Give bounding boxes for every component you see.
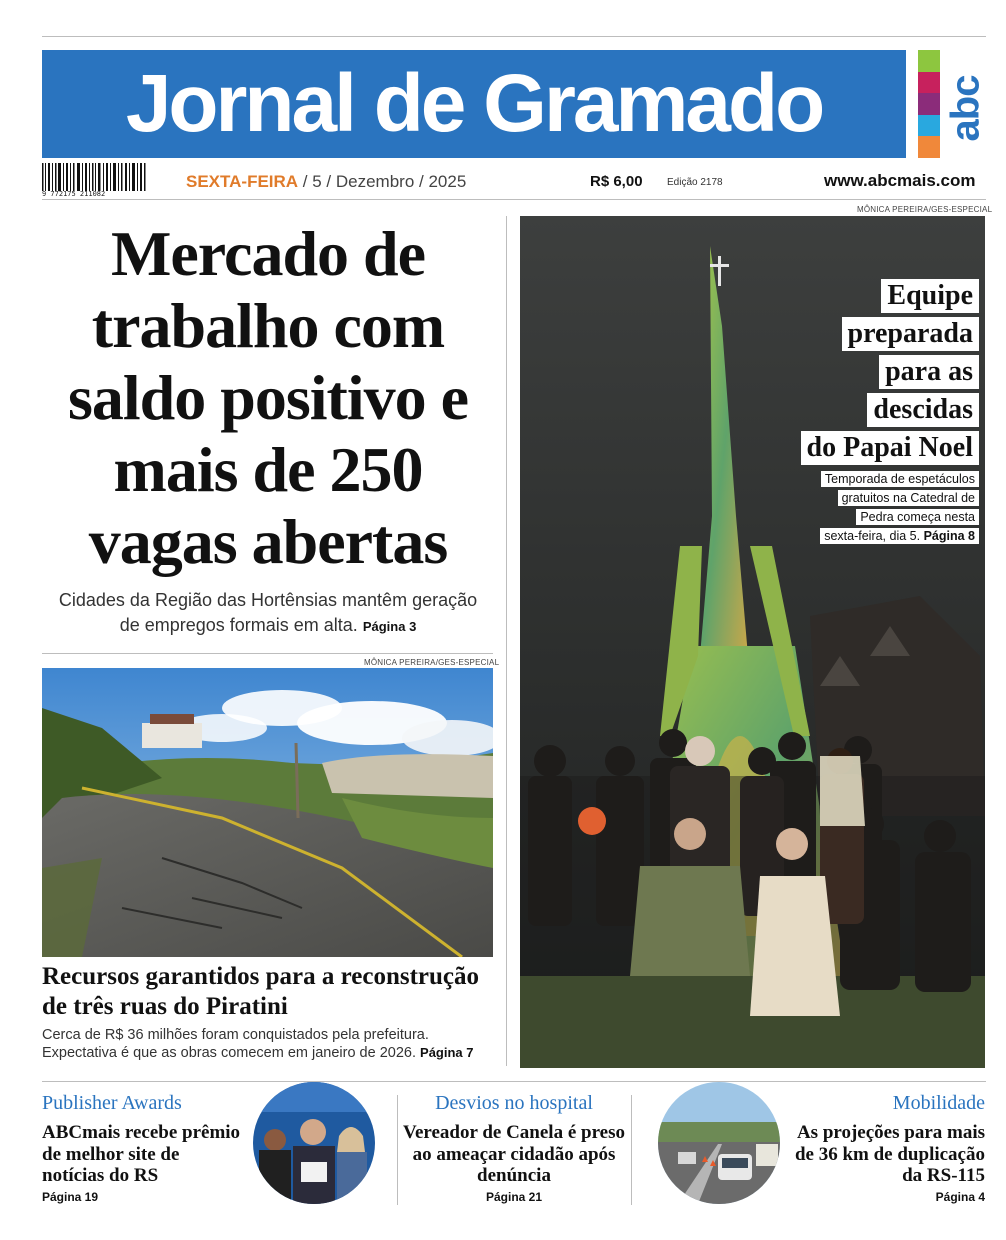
highway-photo[interactable] [658,1082,780,1204]
teaser-headline[interactable]: Vereador de Canela é preso ao ameaçar cidadão após denúncia [402,1122,625,1186]
teaser-label[interactable]: Desvios no hospital [435,1092,593,1114]
cathedral-photo-credit: MÔNICA PEREIRA/GES-ESPECIAL [857,205,993,214]
teaser-label[interactable]: Mobilidade [892,1092,985,1114]
cathedral-headline-line: preparada [842,317,980,351]
road-story-deck-text: Cerca de R$ 36 milhões foram conquistados pela prefeitura. Expectativa é que as obras comecem em janeiro de 2026. [42,1027,429,1061]
cathedral-deck-line: gratuitos na Catedral de [838,490,979,506]
dateline-date: / 5 / Dezembro / 2025 [298,172,467,191]
website-link[interactable]: www.abcmais.com [824,171,976,190]
barcode-digits: 9 772175 211082 [42,190,106,198]
cathedral-headline-line: descidas [867,393,979,427]
section-rule [42,653,493,654]
cathedral-deck-line: Temporada de espetáculos [821,471,979,487]
teaser-headline[interactable]: As projeções para mais de 36 km de duplicação da RS-115 [794,1122,985,1186]
cathedral-headline-line: para as [879,355,979,389]
teaser-page-ref[interactable]: Página 21 [485,1190,543,1204]
teaser-divider [631,1095,632,1205]
cathedral-deck-line-last [820,528,979,544]
cathedral-headline-line: Equipe [881,279,979,313]
edition-number: Edição 2178 [667,177,723,188]
road-story-deck [42,1026,498,1062]
lead-headline[interactable]: Mercado de trabalho com saldo positivo e mais de 250 vagas abertas [67,218,469,577]
dateline-day: SEXTA-FEIRA [186,172,299,191]
dateline-rule [42,199,986,200]
teaser-label[interactable]: Publisher Awards [42,1092,182,1114]
road-story-page-ref[interactable]: Página 7 [420,1045,474,1060]
cathedral-page-ref[interactable]: Página 8 [923,529,975,543]
price: R$ 6,00 [590,173,643,190]
masthead-title: Jornal de Gramado [125,58,823,149]
road-photo[interactable] [42,668,493,957]
cathedral-headline[interactable] [719,275,979,465]
cathedral-headline-line: do Papai Noel [801,431,979,465]
masthead[interactable] [42,50,906,158]
highway-photo-image [658,1082,780,1204]
cathedral-deck [779,469,979,545]
barcode-icon [42,163,146,191]
lead-page-ref[interactable]: Página 3 [362,619,417,634]
lead-deck-text: Cidades da Região das Hortênsias mantêm geração de empregos formais em alta. [58,590,478,635]
road-photo-image [42,668,493,957]
dateline [186,172,466,192]
abc-logo[interactable] [943,58,988,154]
cathedral-deck-line: sexta-feira, dia 5. [824,529,921,543]
top-rule [42,36,986,37]
abc-logo-text: abc [943,75,988,142]
road-story-headline[interactable]: Recursos garantidos para a reconstrução de três ruas do Piratini [42,963,479,1020]
bottom-rule [42,1081,986,1082]
brand-color-stripes [918,50,940,158]
column-divider [506,216,507,1066]
teaser-page-ref[interactable]: Página 19 [42,1190,99,1204]
road-photo-credit: MÔNICA PEREIRA/GES-ESPECIAL [364,658,500,667]
cathedral-deck-line: Pedra começa nesta [856,509,979,525]
award-photo-image [253,1082,375,1204]
teaser-page-ref[interactable]: Página 4 [935,1190,985,1204]
lead-deck [50,588,486,639]
award-photo[interactable] [253,1082,375,1204]
teaser-headline[interactable]: ABCmais recebe prêmio de melhor site de notícias do RS [42,1122,241,1186]
